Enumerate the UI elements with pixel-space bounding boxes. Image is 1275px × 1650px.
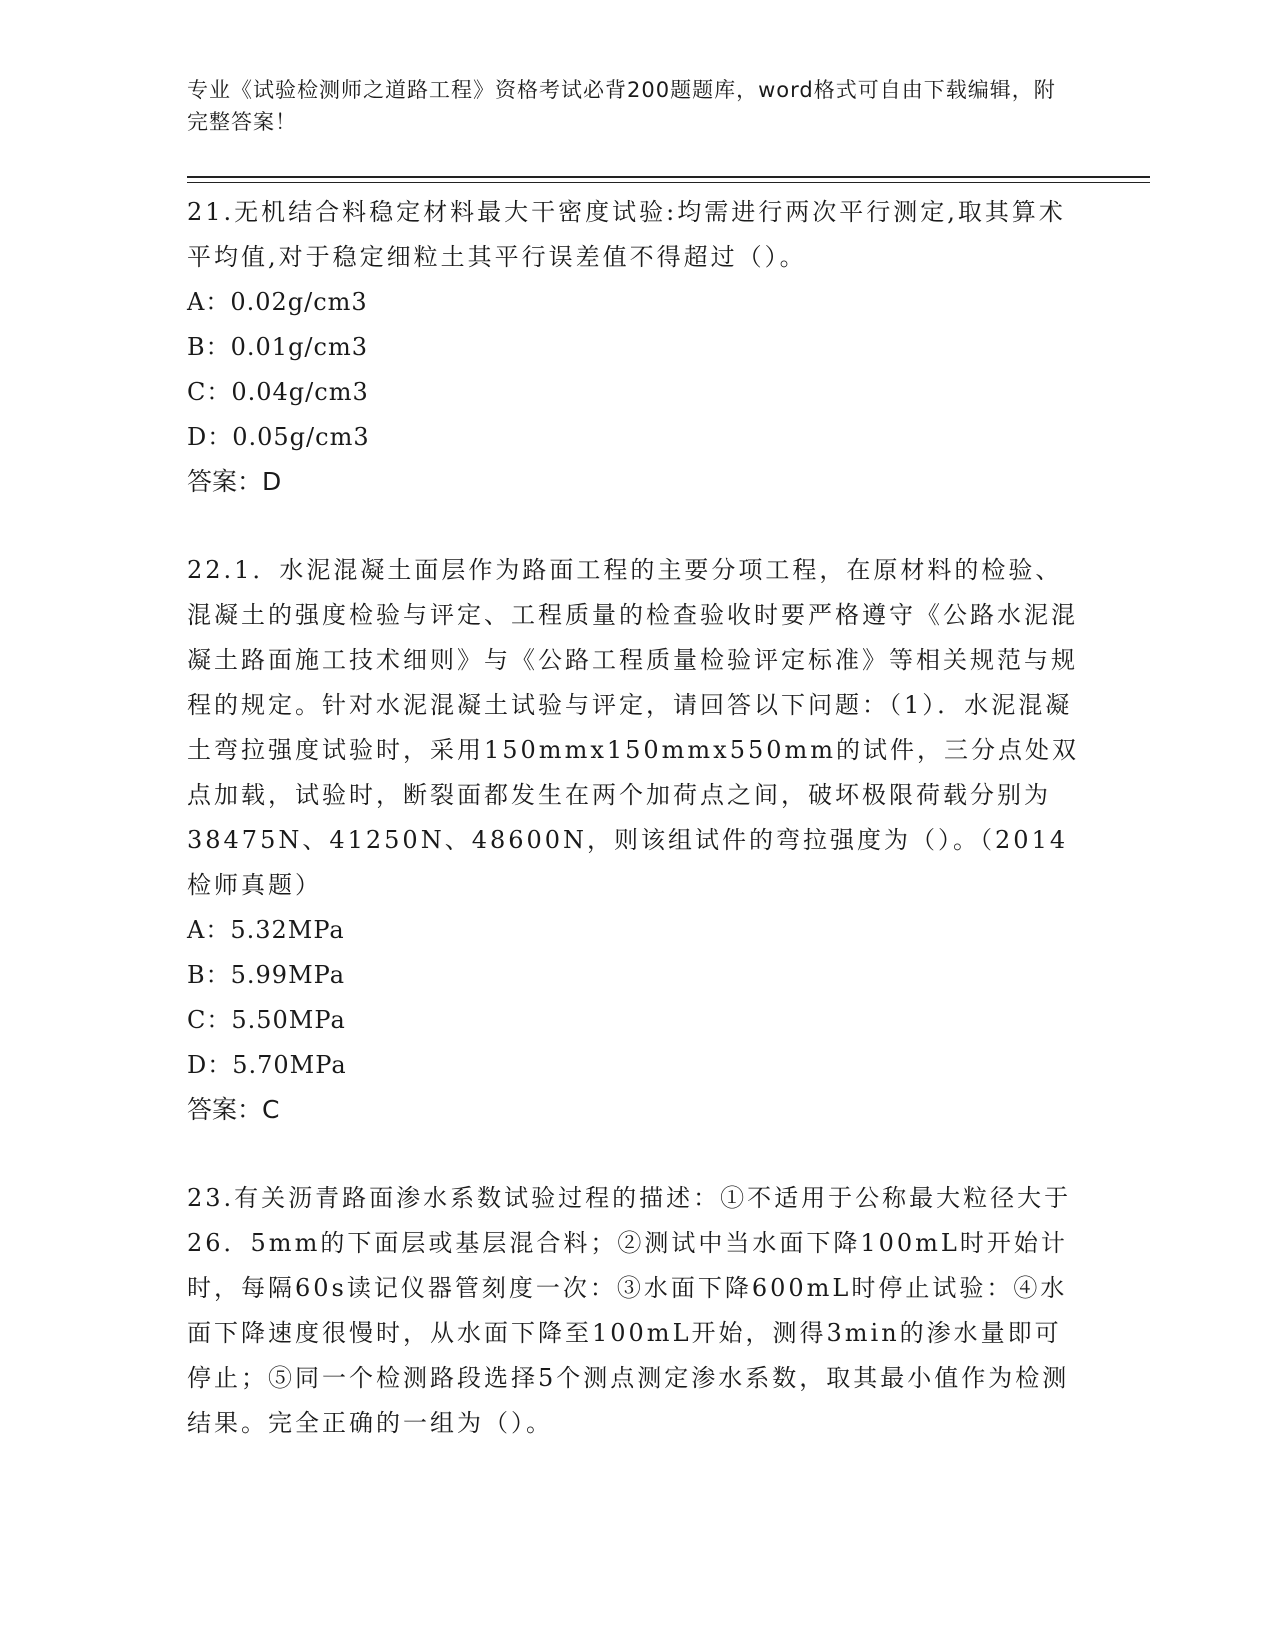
header-divider (187, 176, 1150, 178)
option-c: C：0.04g/cm3 (187, 378, 369, 406)
page-header: 专业《试验检测师之道路工程》资格考试必背200题题库，word格式可自由下载编辑，附完整答案！ (187, 78, 1056, 134)
answer-line: 答案：C (187, 1095, 280, 1124)
question-stem: 23.有关沥青路面渗水系数试验过程的描述：①不适用于公称最大粒径大于26．5mm的下面层或基层混合料；②测试中当水面下降100mL时开始计时，每隔60s读记仪器管刻度一次：③水面下降600mL时停止试验：④水面下降速度很慢时，从水面下降至100mL开始，测得3min的渗水量即可停止；⑤同一个检测路段选择5个测点测定渗水系数，取其最小值作为检测结果。完全正确的一组为（）。 (187, 1184, 1072, 1437)
question-stem: 22.1．水泥混凝土面层作为路面工程的主要分项工程，在原材料的检验、混凝土的强度检验与评定、工程质量的检查验收时要严格遵守《公路水泥混凝土路面施工技术细则》与《公路工程质量检验评定标准》等相关规范与规程的规定。针对水泥混凝土试验与评定，请回答以下问题：（1）．水泥混凝土弯拉强度试验时，采用150mmx150mmx550mm的试件，三分点处双点加载，试验时，断裂面都发生在两个加荷点之间，破坏极限荷载分别为38475N、41250N、48600N，则该组试件的弯拉强度为（）。（2014检师真题） (187, 556, 1080, 899)
option-a: A：0.02g/cm3 (187, 288, 368, 316)
option-c: C：5.50MPa (187, 1006, 346, 1034)
option-d: D：5.70MPa (187, 1051, 347, 1079)
option-a: A：5.32MPa (187, 916, 345, 944)
question-21 (187, 190, 1087, 504)
header-divider-thin (187, 182, 1150, 183)
option-b: B：5.99MPa (187, 961, 346, 989)
answer-line: 答案：D (187, 467, 282, 496)
question-22 (187, 548, 1087, 1132)
question-list (187, 190, 1087, 1446)
option-d: D：0.05g/cm3 (187, 423, 370, 451)
question-23 (187, 1176, 1087, 1446)
option-b: B：0.01g/cm3 (187, 333, 368, 361)
question-spacer (187, 504, 1087, 548)
question-stem: 21.无机结合料稳定材料最大干密度试验:均需进行两次平行测定,取其算术平均值,对于稳定细粒土其平行误差值不得超过（）。 (187, 198, 1066, 271)
question-spacer (187, 1132, 1087, 1176)
